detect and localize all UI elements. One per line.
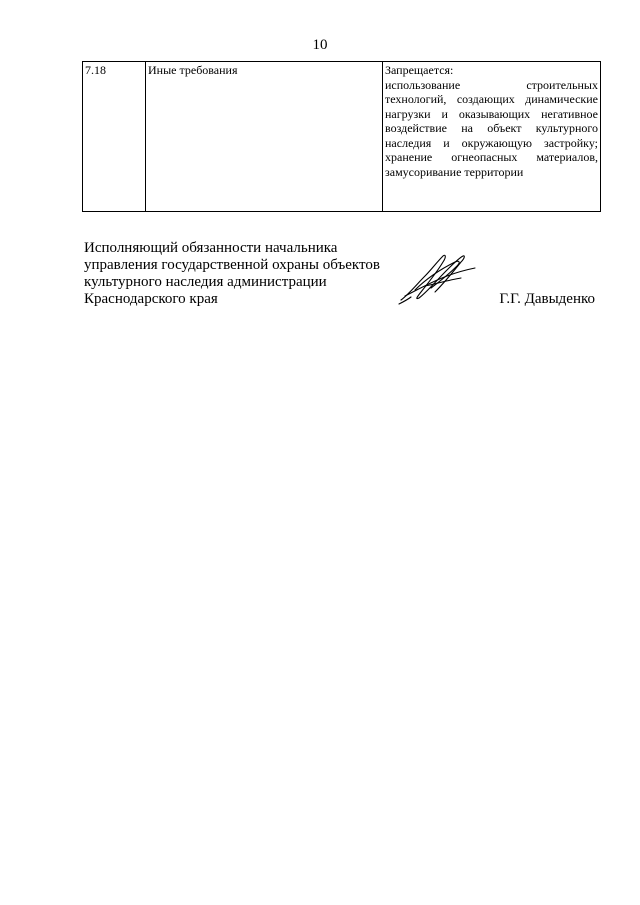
- page-number: 10: [312, 37, 328, 53]
- requirement-description: [383, 62, 601, 212]
- description-line: технологий, создающих динамические: [385, 92, 598, 106]
- table-row: [83, 62, 601, 212]
- signer-position-line: управления государственной охраны объектов: [84, 257, 380, 273]
- description-line: наследия и окружающую застройку;: [385, 135, 598, 150]
- description-line: нагрузки и оказывающих негативное: [385, 106, 598, 121]
- description-line: воздействие на объект культурного: [385, 121, 598, 135]
- requirement-name: Иные требования: [146, 62, 383, 212]
- description-line: хранение огнеопасных материалов,: [385, 150, 598, 164]
- description-line: использование строительных: [385, 77, 598, 92]
- signer-name: Г.Г. Давыденко: [499, 291, 595, 307]
- description-heading: Запрещается:: [385, 63, 454, 77]
- signer-position: [84, 240, 380, 308]
- description-line: замусоривание территории: [385, 164, 524, 179]
- signer-position-line: Исполняющий обязанности начальника: [84, 240, 338, 256]
- signer-position-line: культурного наследия администрации: [84, 274, 327, 290]
- row-number: 7.18: [83, 62, 146, 212]
- requirements-table: [82, 61, 601, 212]
- signer-position-line: Краснодарского края: [84, 291, 218, 307]
- handwritten-signature: [395, 250, 479, 310]
